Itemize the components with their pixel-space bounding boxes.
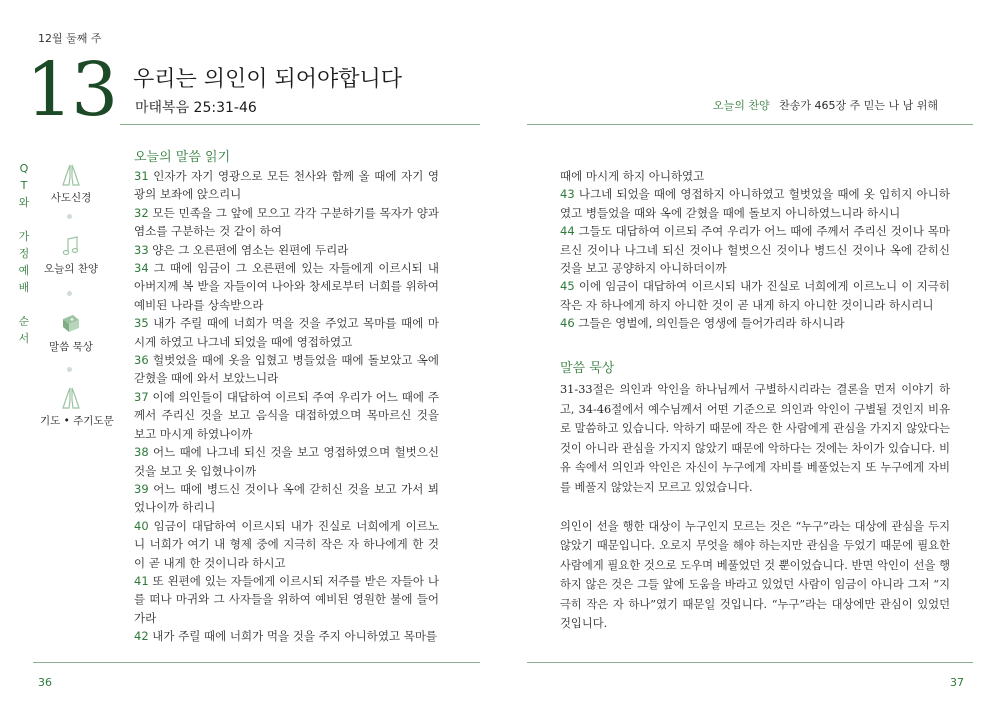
vertical-title-char: T: [20, 179, 28, 192]
verse-text: 어느 때에 나그네 되신 것을 보고 영접하였으며 헐벗으신 것을 보고 옷 입혔나이까: [134, 445, 440, 478]
verse: [134, 167, 439, 204]
verse-text: 또 왼편에 있는 자들에게 이르시되 저주를 받은 자들아 나를 떠나 마귀와 그 사자들을 위하여 예비된 영원한 불에 들어가라: [134, 573, 440, 625]
vertical-title-char: [17, 211, 31, 228]
meditation-body: [560, 380, 950, 634]
meditation-paragraph: 의인이 선을 행한 대상이 누구인지 모르는 것은 “누구”라는 대상에 관심을 두지 않았기 때문입니다. 오로지 무엇을 해야 하는지만 관심을 두었기 때문에 필요한 사람에게 필요한 것으로 도우며 베풀었던 것 뿐이었습니다. 반면 악인이 선을 행하지 않은 것은 그들 앞에 도움을 바라고 있었던 사람이 임금이 아니라 그저 “지극히 작은 자 하나”였기 때문일 것입니다. “누구”라는 대상에만 관심이 있었던 것입니다.: [560, 519, 950, 630]
vertical-title-char: Q: [19, 162, 29, 175]
verse-text: 헐벗었을 때에 옷을 입혔고 병들었을 때에 돌보았고 옥에 갇혔을 때에 와서 보았느니라: [134, 353, 440, 386]
todays-hymn: [713, 97, 938, 113]
sidebar-item-meditation: [40, 312, 102, 354]
verse-number: 43: [560, 187, 575, 202]
meditation-paragraph: 31-33절은 의인과 악인을 하나님께서 구별하시리라는 결론을 먼저 이야기 하고, 34-46절에서 예수님께서 어떤 기준으로 의인과 악인이 구별될 것인지 비유로 말씀하고 있습니다. 악하기 때문에 작은 한 사람에게 관심을 가지지 않았다는 것이 아니라 관심을 가지지 않았기 때문에 악하다는 것에는 차이가 있습니다. 비유 속에서 의인과 악인은 자신이 누구에게 자비를 베풀었는지 또 누구에게 자비를 베풀지 않았는지 모르고 있었습니다.: [560, 383, 950, 494]
reading-heading: 오늘의 말씀 읽기: [134, 150, 231, 165]
vertical-title-char: 배: [18, 281, 30, 294]
praying-hands-icon: [60, 386, 82, 410]
bible-icon: [59, 312, 83, 336]
verse: [134, 572, 439, 627]
verse-number: 32: [134, 205, 149, 220]
header-divider-left: [120, 124, 480, 125]
verse-number: 34: [134, 261, 149, 276]
verse-number: 38: [134, 445, 149, 460]
verse: [560, 277, 950, 314]
vertical-title-char: [17, 296, 31, 313]
verse: [134, 314, 439, 351]
vertical-title-char: 예: [18, 264, 30, 277]
verse: [134, 204, 439, 241]
page-title: 우리는 의인이 되어야합니다: [133, 67, 403, 92]
vertical-title-char: 와: [18, 196, 30, 209]
sidebar-dot: [67, 367, 72, 372]
verse-text: 나그네 되었을 때에 영접하지 아니하였고 헐벗었을 때에 옷 입히지 아니하였고 병들었을 때와 옥에 갇혔을 때에 돌보지 아니하였느니라 하시니: [560, 187, 951, 220]
verse-number: 46: [560, 316, 575, 331]
verse-number: 45: [560, 279, 575, 294]
verse-text: 양은 그 오른편에 염소는 왼편에 두리라: [152, 242, 349, 257]
verse: [134, 517, 439, 572]
verse: [134, 259, 439, 314]
verse-text: 이에 임금이 대답하여 이르시되 내가 진실로 너희에게 이르노니 이 지극히 작은 자 하나에게 하지 아니한 것이 곧 내게 하지 아니한 것이니라 하시리니: [560, 279, 951, 312]
vertical-title-char: 정: [18, 247, 30, 260]
sidebar-item-creed: [40, 163, 102, 205]
verse-text: 이에 의인들이 대답하여 이르되 주여 우리가 어느 때에 주께서 주리신 것을 보고 음식을 대접하였으며 목마르신 것을 보고 마시게 하였나이까: [134, 389, 440, 441]
verse: [560, 314, 950, 332]
verse-number: 33: [134, 242, 149, 257]
vertical-title-char: 순: [18, 315, 30, 328]
verse-number: 40: [134, 518, 149, 533]
verse-text: 임금이 대답하여 이르시되 내가 진실로 너희에게 이르노니 너희가 여기 내 형제 중에 지극히 작은 자 하나에게 한 것이 곧 내게 한 것이니라 하시고: [134, 518, 440, 570]
verse-number: 44: [560, 224, 575, 239]
verse: [560, 222, 950, 277]
sidebar-label: 말씀 묵상: [49, 341, 93, 353]
qt-vertical-title: [17, 160, 31, 347]
verse-text: 어느 때에 병드신 것이나 옥에 갇히신 것을 보고 가서 뵈었나이까 하리니: [134, 481, 440, 515]
verse-number: 39: [134, 481, 149, 496]
sidebar-item-hymn: [40, 234, 102, 276]
verse-text: 그들도 대답하여 이르되 주여 우리가 어느 때에 주께서 주리신 것이나 목마르신 것이나 나그네 되신 것이나 헐벗으신 것이나 병드신 것이나 옥에 갇히신 것을 보고 공양하지 아니하더이까: [560, 224, 950, 276]
reading-verses-left: [134, 167, 439, 646]
header-divider-right: [527, 124, 973, 125]
verse-text: 모든 민족을 그 앞에 모으고 각각 구분하기를 목자가 양과 염소를 구분하는 것 같이 하여: [134, 205, 440, 239]
verse: [134, 241, 439, 259]
week-label: 12월 둘째 주: [38, 32, 102, 45]
verse-continuation: 때에 마시게 하지 아니하였고: [560, 169, 705, 183]
verse-number: 41: [134, 573, 149, 588]
footer-divider-right: [527, 662, 973, 663]
sidebar-item-prayer: [40, 386, 114, 428]
verse: [134, 351, 439, 388]
verse: [134, 388, 439, 443]
music-note-icon: [60, 234, 82, 258]
lesson-number: 13: [26, 47, 117, 133]
verse-text: 그 때에 임금이 그 오른편에 있는 자들에게 이르시되 내 아버지께 복 받을 자들이여 나아와 창세로부터 너희를 위하여 예비된 나라를 상속받으라: [134, 261, 440, 312]
verse-number: 42: [134, 629, 149, 644]
meditation-heading: 말씀 묵상: [560, 361, 615, 376]
verse-text: 그들은 영벌에, 의인들은 영생에 들어가리라 하시니라: [578, 316, 845, 331]
verse-number: 35: [134, 316, 149, 331]
hymn-value: 찬송가 465장 주 믿는 나 남 위해: [779, 99, 938, 112]
verse-number: 31: [134, 169, 149, 183]
hymn-label: 오늘의 찬양: [712, 99, 770, 112]
verse-number: 37: [134, 389, 149, 404]
page-number-left: 36: [38, 676, 52, 689]
reading-verses-right: [560, 167, 950, 333]
vertical-title-char: 서: [18, 332, 30, 345]
sidebar-label: 오늘의 찬양: [43, 263, 99, 275]
footer-divider-left: [33, 662, 480, 663]
verse-number: 36: [134, 353, 149, 368]
sidebar-label: 사도신경: [50, 192, 92, 204]
page-number-right: 37: [950, 676, 964, 689]
sidebar-dot: [67, 214, 72, 219]
verse: [134, 480, 439, 517]
verse-text: 내가 주릴 때에 너희가 먹을 것을 주었고 목마를 때에 마시게 하였고 나그네 되었을 때에 영접하였고: [134, 316, 440, 349]
verse: [560, 185, 950, 222]
scripture-reference: 마태복음 25:31-46: [135, 100, 257, 116]
sidebar-dot: [67, 291, 72, 296]
sidebar-label: 기도 • 주기도문: [40, 415, 114, 427]
vertical-title-char: 가: [18, 230, 30, 243]
verse: [134, 443, 439, 480]
verse: [134, 627, 439, 645]
verse-text: 인자가 자기 영광으로 모든 천사와 함께 올 때에 자기 영광의 보좌에 앉으리니: [134, 169, 440, 202]
verse-text: 내가 주릴 때에 너희가 먹을 것을 주지 아니하였고 목마를: [152, 629, 438, 644]
praying-hands-icon: [60, 163, 82, 187]
